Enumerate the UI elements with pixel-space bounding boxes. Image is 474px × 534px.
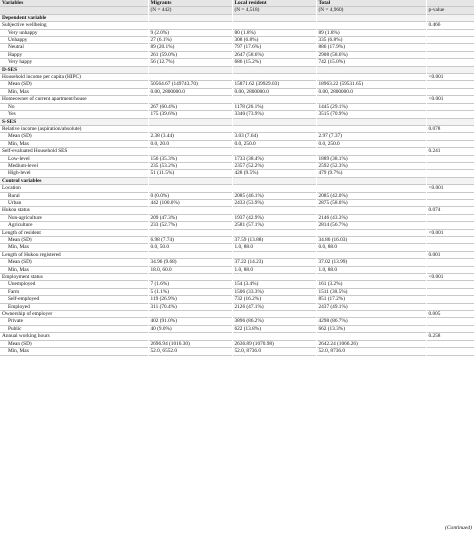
subheader-cell: (N = 4,960) xyxy=(316,7,426,14)
subheader-cell: (N = 442) xyxy=(148,7,232,14)
table-cell xyxy=(232,74,316,81)
subheader-cell: p-value xyxy=(426,7,474,14)
table-cell: 2085 (46.1%) xyxy=(232,192,316,199)
table-cell: 50564.67 (149743.70) xyxy=(148,81,232,88)
table-cell xyxy=(426,162,474,169)
table-cell: Min, Max xyxy=(0,244,148,251)
table-cell: 34.86 (16.03) xyxy=(316,237,426,244)
table-cell: 308 (6.8%) xyxy=(232,37,316,44)
table-cell: 428 (9.5%) xyxy=(232,170,316,177)
table-cell xyxy=(426,140,474,147)
table-cell: 0.466 xyxy=(426,22,474,29)
table-cell xyxy=(148,274,232,281)
table-cell xyxy=(426,14,474,21)
header-cell: Variables xyxy=(0,0,148,7)
table-cell xyxy=(232,274,316,281)
table-cell: 442 (100.0%) xyxy=(148,199,232,206)
table-cell xyxy=(426,29,474,36)
table-cell: 2696.94 (1016.30) xyxy=(148,340,232,347)
table-cell: 52.0, 8736.0 xyxy=(316,348,426,355)
table-cell: 1889 (38.1%) xyxy=(316,155,426,162)
table-cell xyxy=(426,88,474,95)
table-cell xyxy=(232,66,316,73)
table-cell: S-SES xyxy=(0,118,148,125)
table-cell: 261 (59.0%) xyxy=(148,51,232,58)
table-cell: 80 (1.8%) xyxy=(232,29,316,36)
table-cell: Employment status xyxy=(0,274,148,281)
table-cell: 2592 (52.3%) xyxy=(316,162,426,169)
table-cell: 2126 (47.1%) xyxy=(232,303,316,310)
table-cell xyxy=(316,74,426,81)
table-cell: Very unhappy xyxy=(0,29,148,36)
table-cell: 1511 (30.5%) xyxy=(316,288,426,295)
table-cell: 1.0, 88.0 xyxy=(232,266,316,273)
table-cell xyxy=(148,74,232,81)
table-cell: Control variables xyxy=(0,177,148,184)
table-cell: Farm xyxy=(0,288,148,295)
variable-row xyxy=(0,333,474,340)
table-cell: 119 (26.9%) xyxy=(148,296,232,303)
table-cell: 267 (60.4%) xyxy=(148,103,232,110)
table-cell: D-SES xyxy=(0,66,148,73)
table-cell: Neutral xyxy=(0,44,148,51)
section-row xyxy=(0,177,474,184)
table-row xyxy=(0,81,474,88)
table-row xyxy=(0,318,474,325)
table-cell xyxy=(232,311,316,318)
table-cell xyxy=(232,22,316,29)
header-row xyxy=(0,0,474,7)
table-cell: Mean (SD) xyxy=(0,133,148,140)
table-cell xyxy=(232,333,316,340)
table-cell: Length of Hukou registered xyxy=(0,251,148,258)
table-cell: Public xyxy=(0,325,148,332)
table-cell: 2357 (52.2%) xyxy=(232,162,316,169)
table-row xyxy=(0,170,474,177)
table-cell: 89 (1.8%) xyxy=(316,29,426,36)
table-cell: 1178 (26.1%) xyxy=(232,103,316,110)
table-cell xyxy=(316,177,426,184)
table-cell: Mean (SD) xyxy=(0,81,148,88)
table-cell xyxy=(148,125,232,132)
table-cell: 4298 (86.7%) xyxy=(316,318,426,325)
table-cell: <0.001 xyxy=(426,74,474,81)
table-row xyxy=(0,348,474,355)
table-cell xyxy=(426,288,474,295)
table-cell: Subjective wellbeing xyxy=(0,22,148,29)
table-cell xyxy=(148,96,232,103)
table-row xyxy=(0,29,474,36)
table-cell: Medium-level xyxy=(0,162,148,169)
table-cell: 2636.89 (1070.98) xyxy=(232,340,316,347)
table-cell: 2814 (56.7%) xyxy=(316,222,426,229)
table-cell: 56 (12.7%) xyxy=(148,59,232,66)
table-cell xyxy=(316,125,426,132)
table-cell xyxy=(232,185,316,192)
table-cell: Min, Max xyxy=(0,266,148,273)
table-cell xyxy=(232,251,316,258)
table-cell xyxy=(316,207,426,214)
table-cell xyxy=(426,66,474,73)
table-cell xyxy=(426,44,474,51)
table-cell: Non-agriculture xyxy=(0,214,148,221)
table-row xyxy=(0,296,474,303)
table-cell xyxy=(316,333,426,340)
variable-row xyxy=(0,96,474,103)
table-cell: Private xyxy=(0,318,148,325)
table-cell: Yes xyxy=(0,111,148,118)
table-cell xyxy=(316,185,426,192)
table-cell: 335 (6.8%) xyxy=(316,37,426,44)
table-cell: 37.02 (13.99) xyxy=(316,259,426,266)
table-cell: 0.078 xyxy=(426,125,474,132)
table-cell xyxy=(426,266,474,273)
header-cell: Total xyxy=(316,0,426,7)
table-cell xyxy=(148,311,232,318)
table-cell xyxy=(316,66,426,73)
table-cell xyxy=(232,148,316,155)
table-cell: Unhappy xyxy=(0,37,148,44)
table-cell: 233 (52.7%) xyxy=(148,222,232,229)
variable-row xyxy=(0,74,474,81)
table-cell: 1445 (29.1%) xyxy=(316,103,426,110)
table-cell: 175 (39.6%) xyxy=(148,111,232,118)
table-cell: 154 (3.4%) xyxy=(232,281,316,288)
table-row xyxy=(0,88,474,95)
table-cell xyxy=(148,185,232,192)
table-cell xyxy=(148,251,232,258)
table-cell xyxy=(426,237,474,244)
table-cell: 5 (1.1%) xyxy=(148,288,232,295)
table-cell: Location xyxy=(0,185,148,192)
table-cell: Agriculture xyxy=(0,222,148,229)
table-cell: <0.001 xyxy=(426,229,474,236)
table-cell xyxy=(426,222,474,229)
table-cell: 37.59 (13.88) xyxy=(232,237,316,244)
table-cell: Ownership of employer xyxy=(0,311,148,318)
table-cell xyxy=(148,177,232,184)
table-cell: No xyxy=(0,103,148,110)
table-cell: Min, Max xyxy=(0,88,148,95)
subheader-cell xyxy=(0,7,148,14)
table-cell: 2642.24 (1066.26) xyxy=(316,340,426,347)
table-cell: 402 (91.0%) xyxy=(148,318,232,325)
table-cell xyxy=(426,199,474,206)
table-cell: 2.97 (7.37) xyxy=(316,133,426,140)
table-cell: Relative income (aspiration/absolute) xyxy=(0,125,148,132)
table-cell xyxy=(148,207,232,214)
table-cell xyxy=(316,96,426,103)
table-cell: Self-evaluated Household SES xyxy=(0,148,148,155)
header-cell xyxy=(426,0,474,7)
table-cell: Self-employed xyxy=(0,296,148,303)
table-cell xyxy=(316,148,426,155)
table-cell: <0.001 xyxy=(426,185,474,192)
table-cell xyxy=(426,340,474,347)
table-cell: 1733 (38.4%) xyxy=(232,155,316,162)
table-cell: 51 (11.5%) xyxy=(148,170,232,177)
table-cell: Annual working hours xyxy=(0,333,148,340)
table-cell: Employed xyxy=(0,303,148,310)
table-cell: 0.005 xyxy=(426,311,474,318)
table-cell xyxy=(426,103,474,110)
table-cell xyxy=(426,51,474,58)
variable-row xyxy=(0,311,474,318)
table-cell: 156 (35.3%) xyxy=(148,155,232,162)
table-cell: 37.22 (14.23) xyxy=(232,259,316,266)
table-cell: <0.001 xyxy=(426,274,474,281)
table-cell: Mean (SD) xyxy=(0,340,148,347)
table-row xyxy=(0,133,474,140)
table-cell: 311 (70.4%) xyxy=(148,303,232,310)
table-row xyxy=(0,222,474,229)
table-cell: 2433 (53.9%) xyxy=(232,199,316,206)
table-cell: 2647 (58.6%) xyxy=(232,51,316,58)
table-cell: 89 (20.1%) xyxy=(148,44,232,51)
table-cell xyxy=(426,81,474,88)
table-cell: 0.258 xyxy=(426,333,474,340)
section-row xyxy=(0,14,474,21)
table-cell: 0.00, 2800000.0 xyxy=(148,88,232,95)
table-cell: 2437 (49.1%) xyxy=(316,303,426,310)
table-cell: 1.0, 88.0 xyxy=(232,244,316,251)
table-cell: 0.0, 250.0 xyxy=(232,140,316,147)
table-cell: 52.0, 8736.0 xyxy=(232,348,316,355)
table-cell: 15871.62 (39929.03) xyxy=(232,81,316,88)
table-cell xyxy=(232,177,316,184)
subheader-row xyxy=(0,7,474,14)
subheader-cell: (N = 4,518) xyxy=(232,7,316,14)
table-cell: Length of resident xyxy=(0,229,148,236)
table-row xyxy=(0,111,474,118)
table-row xyxy=(0,51,474,58)
table-cell: 18963.22 (59531.65) xyxy=(316,81,426,88)
continued-note: (Continued) xyxy=(444,525,472,531)
table-cell xyxy=(426,244,474,251)
table-cell: Household income per capita (HIPC) xyxy=(0,74,148,81)
table-row xyxy=(0,37,474,44)
table-cell xyxy=(426,325,474,332)
table-cell: 732 (16.2%) xyxy=(232,296,316,303)
table-cell: 0.241 xyxy=(426,148,474,155)
table-cell: Mean (SD) xyxy=(0,259,148,266)
table-cell: 3896 (86.2%) xyxy=(232,318,316,325)
table-cell: 662 (13.3%) xyxy=(316,325,426,332)
table-cell: 0.00, 2800000.0 xyxy=(232,88,316,95)
table-cell: 3515 (70.9%) xyxy=(316,111,426,118)
table-cell: 40 (9.0%) xyxy=(148,325,232,332)
table-cell: 797 (17.6%) xyxy=(232,44,316,51)
table-cell xyxy=(148,118,232,125)
table-cell: 851 (17.2%) xyxy=(316,296,426,303)
table-cell xyxy=(148,14,232,21)
table-cell xyxy=(316,311,426,318)
table-cell xyxy=(426,170,474,177)
table-cell xyxy=(426,281,474,288)
table-cell: 0.001 xyxy=(426,251,474,258)
table-cell xyxy=(316,229,426,236)
table-cell xyxy=(426,214,474,221)
table-cell: 27 (6.1%) xyxy=(148,37,232,44)
table-cell: 2908 (58.6%) xyxy=(316,51,426,58)
section-row xyxy=(0,118,474,125)
table-cell: 1937 (42.9%) xyxy=(232,214,316,221)
table-cell: Min, Max xyxy=(0,140,148,147)
table-row xyxy=(0,266,474,273)
table-row xyxy=(0,237,474,244)
table-cell: Min, Max xyxy=(0,348,148,355)
header-cell: Local resident xyxy=(232,0,316,7)
table-cell xyxy=(426,59,474,66)
header-cell: Migrants xyxy=(148,0,232,7)
table-row xyxy=(0,259,474,266)
table-cell xyxy=(316,251,426,258)
table-cell: 1.0, 88.0 xyxy=(316,266,426,273)
table-cell: 2085 (42.0%) xyxy=(316,192,426,199)
table-cell: Mean (SD) xyxy=(0,237,148,244)
table-cell: 3.03 (7.64) xyxy=(232,133,316,140)
table-cell: 3340 (73.9%) xyxy=(232,111,316,118)
table-cell: Urban xyxy=(0,199,148,206)
table-row xyxy=(0,288,474,295)
table-cell: <0.001 xyxy=(426,96,474,103)
variable-row xyxy=(0,229,474,236)
table-cell: 886 (17.9%) xyxy=(316,44,426,51)
table-cell xyxy=(148,66,232,73)
variable-row xyxy=(0,251,474,258)
table-cell xyxy=(426,177,474,184)
table-row xyxy=(0,140,474,147)
table-cell xyxy=(316,14,426,21)
table-cell: 209 (47.3%) xyxy=(148,214,232,221)
table-cell: 161 (3.2%) xyxy=(316,281,426,288)
table-cell xyxy=(148,229,232,236)
table-cell: Happy xyxy=(0,51,148,58)
table-cell: 34.96 (9.68) xyxy=(148,259,232,266)
table-cell: 0.0, 88.0 xyxy=(316,244,426,251)
table-row xyxy=(0,192,474,199)
table-cell: 686 (15.2%) xyxy=(232,59,316,66)
table-cell: 2.38 (3.44) xyxy=(148,133,232,140)
table-cell xyxy=(426,303,474,310)
table-row xyxy=(0,59,474,66)
table-row xyxy=(0,244,474,251)
table-cell: 6.98 (7.74) xyxy=(148,237,232,244)
table-cell xyxy=(232,229,316,236)
table-row xyxy=(0,325,474,332)
table-row xyxy=(0,162,474,169)
table-cell: Hukou status xyxy=(0,207,148,214)
table-cell xyxy=(426,296,474,303)
variable-row xyxy=(0,22,474,29)
table-row xyxy=(0,303,474,310)
table-cell xyxy=(232,207,316,214)
table-cell xyxy=(426,318,474,325)
table-cell xyxy=(426,155,474,162)
table-cell: 0.0, 20.0 xyxy=(148,140,232,147)
table-cell xyxy=(232,14,316,21)
table-row xyxy=(0,103,474,110)
variable-row xyxy=(0,185,474,192)
variable-row xyxy=(0,207,474,214)
table-cell xyxy=(148,22,232,29)
table-row xyxy=(0,214,474,221)
table-cell: 622 (13.8%) xyxy=(232,325,316,332)
table-cell: 479 (9.7%) xyxy=(316,170,426,177)
table-cell xyxy=(148,148,232,155)
section-row xyxy=(0,66,474,73)
table-cell xyxy=(316,22,426,29)
table-cell xyxy=(426,111,474,118)
table-cell: High-level xyxy=(0,170,148,177)
table-cell xyxy=(426,192,474,199)
table-cell: 0.00, 2800000.0 xyxy=(316,88,426,95)
table-cell xyxy=(232,118,316,125)
variable-row xyxy=(0,148,474,155)
table-cell: 2146 (43.3%) xyxy=(316,214,426,221)
table-cell: Very happy xyxy=(0,59,148,66)
table-cell xyxy=(426,118,474,125)
table-row xyxy=(0,44,474,51)
table-row xyxy=(0,340,474,347)
table-cell: 9 (2.0%) xyxy=(148,29,232,36)
table-cell xyxy=(232,96,316,103)
table-cell: Rural xyxy=(0,192,148,199)
table-row xyxy=(0,155,474,162)
table-cell: 18.0, 60.0 xyxy=(148,266,232,273)
table-cell: 235 (53.2%) xyxy=(148,162,232,169)
table-cell: 0.074 xyxy=(426,207,474,214)
table-row xyxy=(0,281,474,288)
table-cell xyxy=(426,259,474,266)
table-cell: 52.0, 6552.0 xyxy=(148,348,232,355)
table-cell xyxy=(426,133,474,140)
variable-row xyxy=(0,125,474,132)
table-cell: Low-level xyxy=(0,155,148,162)
table-cell xyxy=(232,125,316,132)
table-cell: Dependent variable xyxy=(0,14,148,21)
table-cell: 0.0, 250.0 xyxy=(316,140,426,147)
table-cell: 2581 (57.1%) xyxy=(232,222,316,229)
table-cell xyxy=(426,348,474,355)
table-cell: 0 (0.0%) xyxy=(148,192,232,199)
table-cell: 0.0, 50.0 xyxy=(148,244,232,251)
table-cell: 742 (15.0%) xyxy=(316,59,426,66)
table-cell: 1506 (33.3%) xyxy=(232,288,316,295)
table-cell xyxy=(316,274,426,281)
table-cell xyxy=(148,333,232,340)
table-cell: Unemployed xyxy=(0,281,148,288)
table-cell: 7 (1.6%) xyxy=(148,281,232,288)
table-row xyxy=(0,199,474,206)
table-cell xyxy=(316,118,426,125)
table-cell: 2875 (58.0%) xyxy=(316,199,426,206)
variable-row xyxy=(0,274,474,281)
table-cell: Homeowner of current apartment/house xyxy=(0,96,148,103)
table-cell xyxy=(426,37,474,44)
